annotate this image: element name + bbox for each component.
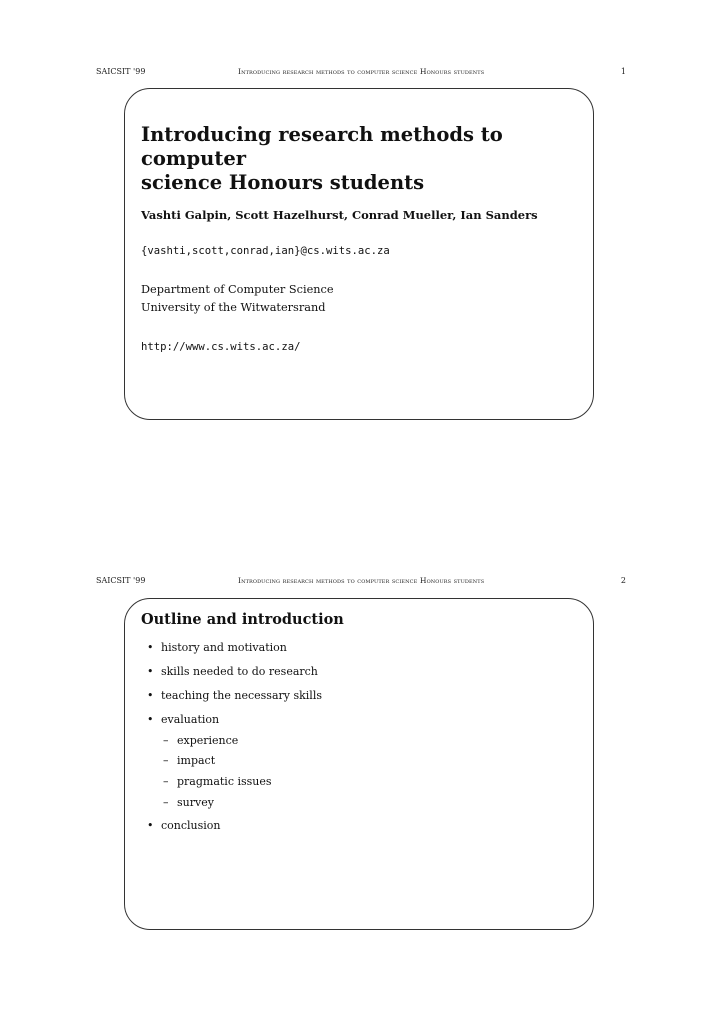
- slide-title-line2: science Honours students: [141, 171, 425, 194]
- sub-list-item-label: pragmatic issues: [177, 775, 272, 788]
- list-item: [147, 689, 322, 702]
- sub-list-item-label: experience: [177, 734, 239, 747]
- list-item: [147, 713, 219, 726]
- dash-icon: –: [163, 754, 169, 767]
- list-item-label: evaluation: [161, 713, 220, 726]
- list-item-label: conclusion: [161, 819, 221, 832]
- sub-list-item-label: survey: [177, 796, 214, 809]
- slide-title-line1: Introducing research methods to computer: [141, 123, 503, 170]
- bullet-icon: •: [147, 689, 154, 702]
- list-item: [147, 819, 221, 832]
- bullet-icon: •: [147, 665, 154, 678]
- university: University of the Witwatersrand: [141, 301, 326, 314]
- dash-icon: –: [163, 734, 169, 747]
- bullet-icon: •: [147, 641, 154, 654]
- page-number: 1: [620, 67, 626, 76]
- sub-list-item: [163, 754, 215, 767]
- title-slide: [124, 88, 594, 420]
- sub-list-item: [163, 775, 272, 788]
- sub-list-item: [163, 796, 214, 809]
- dash-icon: –: [163, 775, 169, 788]
- list-item-label: teaching the necessary skills: [161, 689, 322, 702]
- list-item-label: skills needed to do research: [161, 665, 318, 678]
- bullet-icon: •: [147, 819, 154, 832]
- running-title: Introducing research methods to computer science Honours students: [238, 67, 485, 76]
- authors: Vashti Galpin, Scott Hazelhurst, Conrad Mueller, Ian Sanders: [141, 208, 538, 222]
- bullet-icon: •: [147, 713, 154, 726]
- running-title: Introducing research methods to computer science Honours students: [238, 576, 485, 585]
- conference-label: SAICSIT '99: [96, 67, 146, 76]
- dash-icon: –: [163, 796, 169, 809]
- page-number: 2: [620, 576, 626, 585]
- sub-list-item-label: impact: [177, 754, 216, 767]
- page-header-2: [96, 576, 626, 590]
- conference-label: SAICSIT '99: [96, 576, 146, 585]
- list-item: [147, 665, 318, 678]
- slide-title: Outline and introduction: [141, 611, 344, 628]
- list-item: [147, 641, 287, 654]
- sub-list-item: [163, 734, 238, 747]
- list-item-label: history and motivation: [161, 641, 287, 654]
- slide-title: [141, 123, 591, 195]
- department: Department of Computer Science: [141, 283, 334, 296]
- page-header-1: [96, 67, 626, 81]
- author-emails: {vashti,scott,conrad,ian}@cs.wits.ac.za: [141, 245, 390, 257]
- website-url: http://www.cs.wits.ac.za/: [141, 341, 301, 353]
- outline-slide: [124, 598, 594, 930]
